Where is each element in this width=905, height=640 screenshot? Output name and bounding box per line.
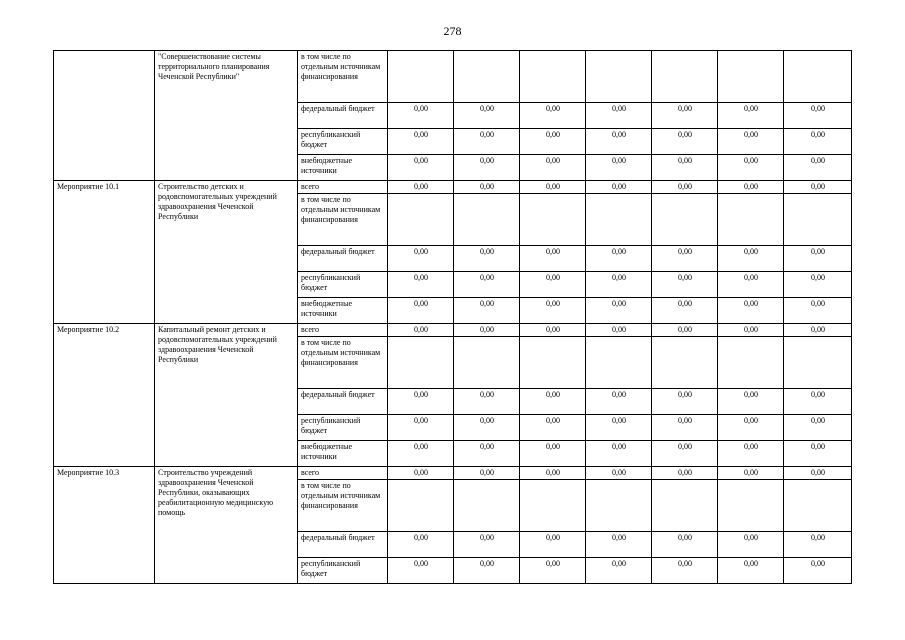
measure-code-cell: Мероприятие 10.3 bbox=[54, 467, 155, 584]
amount-cell: 0,00 bbox=[586, 415, 652, 441]
amount-cell: 0,00 bbox=[784, 181, 852, 194]
amount-cell: 0,00 bbox=[784, 441, 852, 467]
amount-cell: 0,00 bbox=[388, 246, 454, 272]
amount-cell: 0,00 bbox=[718, 324, 784, 337]
measure-code-cell: Мероприятие 10.2 bbox=[54, 324, 155, 467]
amount-cell: 0,00 bbox=[784, 103, 852, 129]
funding-source-cell: всего bbox=[298, 467, 388, 480]
funding-source-cell: республиканский бюджет bbox=[298, 558, 388, 584]
amount-cell: 0,00 bbox=[454, 181, 520, 194]
amount-cell: 0,00 bbox=[454, 441, 520, 467]
amount-cell: 0,00 bbox=[454, 246, 520, 272]
amount-cell bbox=[784, 337, 852, 389]
amount-cell bbox=[586, 194, 652, 246]
amount-cell bbox=[586, 337, 652, 389]
amount-cell bbox=[784, 480, 852, 532]
amount-cell bbox=[718, 480, 784, 532]
amount-cell: 0,00 bbox=[784, 467, 852, 480]
amount-cell: 0,00 bbox=[586, 246, 652, 272]
funding-source-cell: федеральный бюджет bbox=[298, 246, 388, 272]
funding-source-cell: республиканский бюджет bbox=[298, 415, 388, 441]
amount-cell: 0,00 bbox=[784, 324, 852, 337]
amount-cell: 0,00 bbox=[784, 298, 852, 324]
funding-source-cell: в том числе по отдельным источникам финансирования bbox=[298, 337, 388, 389]
amount-cell: 0,00 bbox=[388, 389, 454, 415]
table-row bbox=[54, 324, 852, 337]
amount-cell: 0,00 bbox=[784, 272, 852, 298]
amount-cell: 0,00 bbox=[586, 298, 652, 324]
amount-cell bbox=[520, 480, 586, 532]
amount-cell: 0,00 bbox=[454, 532, 520, 558]
amount-cell: 0,00 bbox=[388, 155, 454, 181]
amount-cell: 0,00 bbox=[388, 532, 454, 558]
amount-cell: 0,00 bbox=[718, 155, 784, 181]
amount-cell: 0,00 bbox=[520, 467, 586, 480]
amount-cell: 0,00 bbox=[652, 415, 718, 441]
amount-cell: 0,00 bbox=[520, 324, 586, 337]
page-number: 278 bbox=[443, 24, 462, 38]
amount-cell bbox=[652, 194, 718, 246]
amount-cell: 0,00 bbox=[784, 558, 852, 584]
amount-cell: 0,00 bbox=[586, 129, 652, 155]
amount-cell: 0,00 bbox=[652, 467, 718, 480]
amount-cell bbox=[454, 337, 520, 389]
amount-cell bbox=[586, 480, 652, 532]
amount-cell: 0,00 bbox=[784, 532, 852, 558]
amount-cell: 0,00 bbox=[652, 298, 718, 324]
amount-cell bbox=[652, 337, 718, 389]
amount-cell: 0,00 bbox=[718, 272, 784, 298]
amount-cell: 0,00 bbox=[586, 103, 652, 129]
amount-cell: 0,00 bbox=[454, 467, 520, 480]
amount-cell bbox=[718, 194, 784, 246]
funding-source-cell: внебюджетные источники bbox=[298, 441, 388, 467]
amount-cell: 0,00 bbox=[652, 246, 718, 272]
amount-cell bbox=[454, 51, 520, 103]
amount-cell: 0,00 bbox=[586, 324, 652, 337]
amount-cell: 0,00 bbox=[718, 129, 784, 155]
amount-cell: 0,00 bbox=[388, 415, 454, 441]
amount-cell: 0,00 bbox=[388, 324, 454, 337]
funding-source-cell: в том числе по отдельным источникам финансирования bbox=[298, 480, 388, 532]
measure-name-cell: Строительство детских и родовспомогательных учреждений здравоохранения Чеченской Республики bbox=[155, 181, 298, 324]
amount-cell: 0,00 bbox=[520, 389, 586, 415]
table-row bbox=[54, 51, 852, 103]
amount-cell: 0,00 bbox=[718, 467, 784, 480]
amount-cell: 0,00 bbox=[718, 415, 784, 441]
amount-cell: 0,00 bbox=[388, 103, 454, 129]
measure-name-cell: Капитальный ремонт детских и родовспомогательных учреждений здравоохранения Чеченской Республики bbox=[155, 324, 298, 467]
amount-cell: 0,00 bbox=[586, 181, 652, 194]
amount-cell bbox=[388, 337, 454, 389]
amount-cell: 0,00 bbox=[586, 558, 652, 584]
funding-source-cell: федеральный бюджет bbox=[298, 389, 388, 415]
amount-cell: 0,00 bbox=[652, 103, 718, 129]
amount-cell: 0,00 bbox=[718, 389, 784, 415]
amount-cell: 0,00 bbox=[718, 532, 784, 558]
amount-cell bbox=[520, 337, 586, 389]
amount-cell: 0,00 bbox=[586, 467, 652, 480]
amount-cell bbox=[652, 51, 718, 103]
amount-cell bbox=[784, 194, 852, 246]
amount-cell bbox=[520, 51, 586, 103]
amount-cell: 0,00 bbox=[520, 298, 586, 324]
amount-cell bbox=[718, 337, 784, 389]
funding-source-cell: в том числе по отдельным источникам финансирования bbox=[298, 194, 388, 246]
amount-cell bbox=[454, 194, 520, 246]
amount-cell: 0,00 bbox=[520, 441, 586, 467]
amount-cell bbox=[454, 480, 520, 532]
amount-cell bbox=[586, 51, 652, 103]
amount-cell: 0,00 bbox=[520, 103, 586, 129]
amount-cell: 0,00 bbox=[718, 298, 784, 324]
amount-cell: 0,00 bbox=[652, 181, 718, 194]
measure-code-cell: Мероприятие 10.1 bbox=[54, 181, 155, 324]
table-row bbox=[54, 181, 852, 194]
amount-cell: 0,00 bbox=[520, 129, 586, 155]
amount-cell bbox=[652, 480, 718, 532]
funding-source-cell: федеральный бюджет bbox=[298, 532, 388, 558]
amount-cell: 0,00 bbox=[520, 155, 586, 181]
amount-cell bbox=[388, 194, 454, 246]
amount-cell: 0,00 bbox=[652, 441, 718, 467]
funding-source-cell: республиканский бюджет bbox=[298, 129, 388, 155]
funding-source-cell: внебюджетные источники bbox=[298, 155, 388, 181]
measure-code-cell bbox=[54, 51, 155, 181]
amount-cell: 0,00 bbox=[718, 103, 784, 129]
funding-source-cell: федеральный бюджет bbox=[298, 103, 388, 129]
amount-cell: 0,00 bbox=[718, 558, 784, 584]
amount-cell: 0,00 bbox=[520, 246, 586, 272]
measure-name-cell: Строительство учреждений здравоохранения Чеченской Республики, оказывающих реабилитационную медицинскую помощь bbox=[155, 467, 298, 584]
amount-cell: 0,00 bbox=[454, 103, 520, 129]
amount-cell: 0,00 bbox=[652, 389, 718, 415]
amount-cell: 0,00 bbox=[784, 129, 852, 155]
amount-cell: 0,00 bbox=[520, 181, 586, 194]
amount-cell: 0,00 bbox=[454, 155, 520, 181]
amount-cell bbox=[784, 51, 852, 103]
amount-cell: 0,00 bbox=[652, 324, 718, 337]
amount-cell: 0,00 bbox=[718, 181, 784, 194]
amount-cell: 0,00 bbox=[454, 298, 520, 324]
amount-cell bbox=[388, 51, 454, 103]
funding-source-cell: внебюджетные источники bbox=[298, 298, 388, 324]
amount-cell: 0,00 bbox=[784, 415, 852, 441]
amount-cell: 0,00 bbox=[388, 298, 454, 324]
amount-cell: 0,00 bbox=[586, 155, 652, 181]
funding-source-cell: в том числе по отдельным источникам финансирования bbox=[298, 51, 388, 103]
amount-cell: 0,00 bbox=[586, 272, 652, 298]
amount-cell: 0,00 bbox=[454, 389, 520, 415]
amount-cell: 0,00 bbox=[652, 272, 718, 298]
amount-cell: 0,00 bbox=[586, 532, 652, 558]
amount-cell: 0,00 bbox=[718, 441, 784, 467]
amount-cell: 0,00 bbox=[718, 246, 784, 272]
amount-cell: 0,00 bbox=[520, 272, 586, 298]
funding-table bbox=[53, 50, 852, 584]
amount-cell: 0,00 bbox=[454, 324, 520, 337]
funding-source-cell: всего bbox=[298, 324, 388, 337]
amount-cell: 0,00 bbox=[520, 532, 586, 558]
amount-cell bbox=[520, 194, 586, 246]
funding-source-cell: республиканский бюджет bbox=[298, 272, 388, 298]
funding-source-cell: всего bbox=[298, 181, 388, 194]
amount-cell: 0,00 bbox=[454, 272, 520, 298]
amount-cell: 0,00 bbox=[784, 155, 852, 181]
amount-cell: 0,00 bbox=[652, 558, 718, 584]
amount-cell: 0,00 bbox=[454, 558, 520, 584]
amount-cell: 0,00 bbox=[652, 129, 718, 155]
amount-cell: 0,00 bbox=[388, 272, 454, 298]
amount-cell: 0,00 bbox=[784, 389, 852, 415]
table-row bbox=[54, 467, 852, 480]
amount-cell: 0,00 bbox=[784, 246, 852, 272]
amount-cell: 0,00 bbox=[652, 155, 718, 181]
amount-cell bbox=[388, 480, 454, 532]
amount-cell: 0,00 bbox=[586, 441, 652, 467]
amount-cell: 0,00 bbox=[520, 558, 586, 584]
amount-cell: 0,00 bbox=[454, 129, 520, 155]
measure-name-cell: "Совершенствование системы территориального планирования Чеченской Республики" bbox=[155, 51, 298, 181]
amount-cell: 0,00 bbox=[388, 129, 454, 155]
amount-cell: 0,00 bbox=[454, 415, 520, 441]
amount-cell: 0,00 bbox=[388, 558, 454, 584]
amount-cell: 0,00 bbox=[388, 181, 454, 194]
amount-cell: 0,00 bbox=[520, 415, 586, 441]
amount-cell: 0,00 bbox=[652, 532, 718, 558]
amount-cell: 0,00 bbox=[388, 441, 454, 467]
amount-cell: 0,00 bbox=[586, 389, 652, 415]
amount-cell: 0,00 bbox=[388, 467, 454, 480]
amount-cell bbox=[718, 51, 784, 103]
